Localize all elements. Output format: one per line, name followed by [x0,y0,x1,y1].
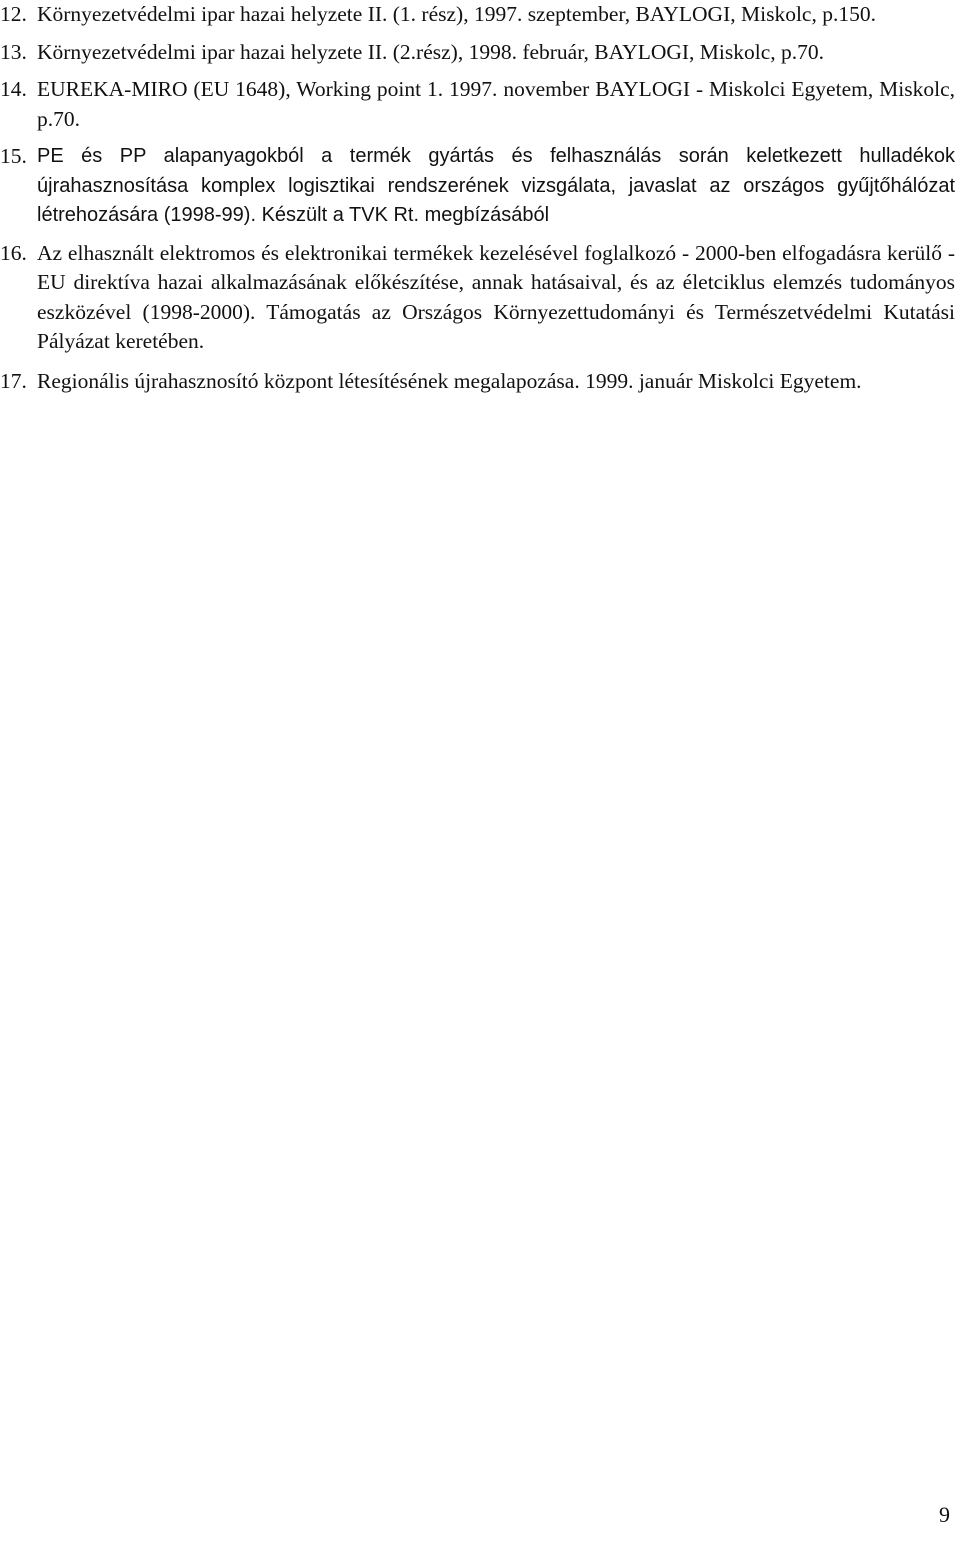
reference-text: Környezetvédelmi ipar hazai helyzete II. (2.rész), 1998. február, BAYLOGI, Miskolc, p.70. [37,39,825,64]
reference-number: 12. [0,2,27,26]
reference-text: Regionális újrahasznosító központ létesítésének megalapozása. 1999. január Miskolci Egyetem. [37,368,862,393]
reference-item [0,0,955,30]
reference-list [0,0,955,396]
reference-number: 16. [0,240,27,265]
reference-item [0,38,955,68]
reference-text: PE és PP alapanyagokból a termék gyártás és felhasználás során keletkezett hulladékok újrahasznosítása komplex logisztikai rendszerének vizsgálata, javaslat az országos gyűjtőhálózat létrehozására (1998-99). Készült a TVK Rt. megbízásából [37,145,955,226]
reference-text: Az elhasznált elektromos és elektronikai termékek kezelésével foglalkozó - 2000-ben elfogadásra kerülő - EU direktíva hazai alkalmazásának előkészítése, annak hatásaival, és az életciklus elemzés tudományos eszközével (1998-2000). Támogatás az Országos Környezettudományi és Természetvédelmi Kutatási Pályázat keretében. [37,240,955,353]
reference-number: 13. [0,39,27,64]
reference-number: 15. [0,144,27,168]
reference-item [0,367,955,397]
page-number: 9 [939,1502,950,1527]
reference-item [0,239,955,357]
reference-item [0,75,955,134]
reference-text: EUREKA-MIRO (EU 1648), Working point 1. 1997. november BAYLOGI - Miskolci Egyetem, Miskolc, p.70. [37,77,955,131]
reference-item [0,142,955,231]
reference-number: 14. [0,77,27,101]
reference-text: Környezetvédelmi ipar hazai helyzete II. (1. rész), 1997. szeptember, BAYLOGI, Miskolc, p.150. [37,2,876,26]
reference-number: 17. [0,368,27,393]
